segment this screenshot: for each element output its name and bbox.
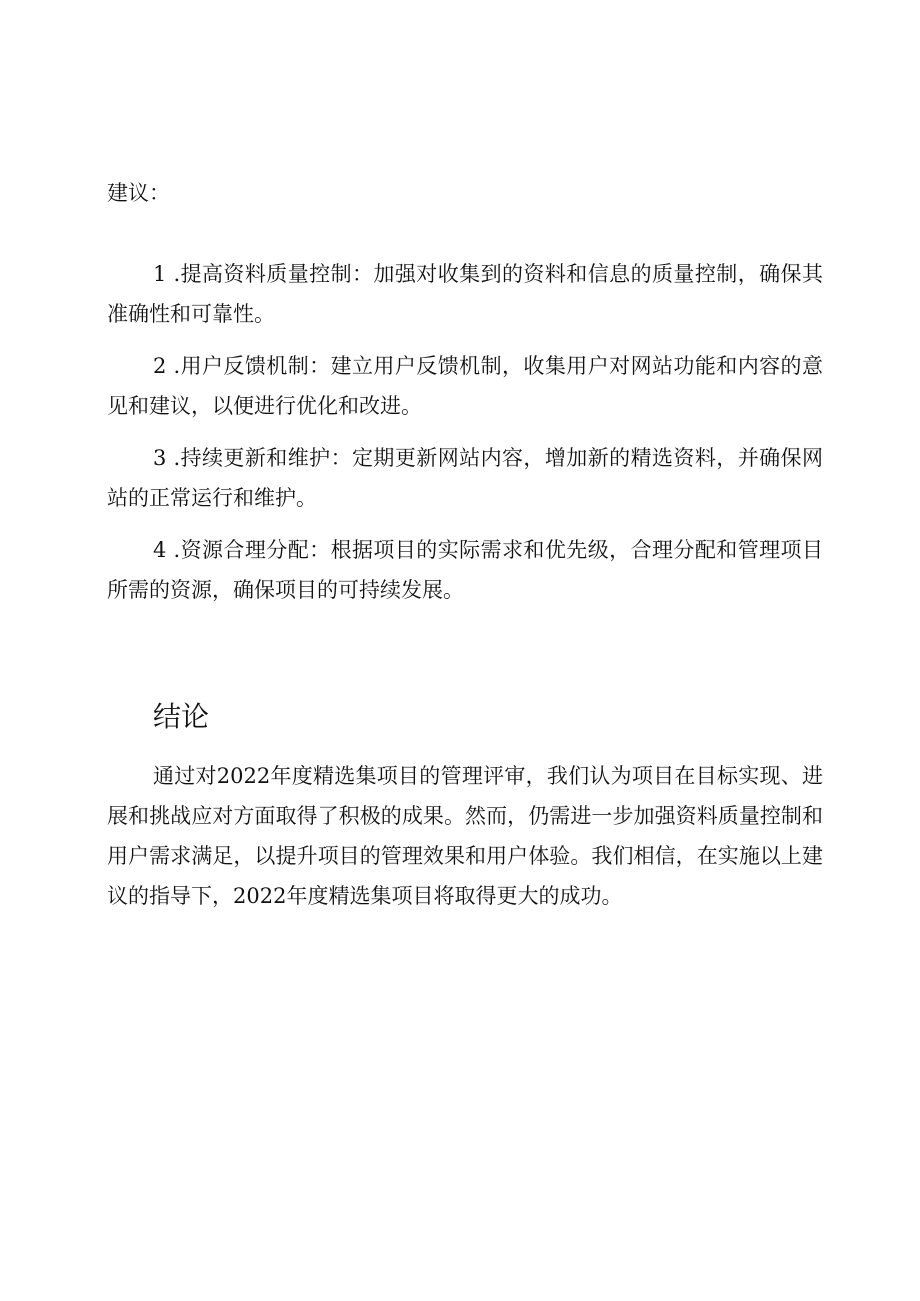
list-item-number: 2 xyxy=(153,354,167,378)
list-item-number: 3 xyxy=(153,446,167,470)
list-item xyxy=(107,346,823,426)
conclusion-heading: 结论 xyxy=(153,700,210,733)
list-item-text: .用户反馈机制：建立用户反馈机制，收集用户对网站功能和内容的意见和建议，以便进行优化和改进。 xyxy=(107,354,823,418)
list-item-text: .提高资料质量控制：加强对收集到的资料和信息的质量控制，确保其准确性和可靠性。 xyxy=(107,262,823,326)
suggestions-label: 建议： xyxy=(107,181,170,205)
suggestions-list xyxy=(107,254,823,622)
conclusion-paragraph: 通过对2022年度精选集项目的管理评审，我们认为项目在目标实现、进展和挑战应对方面取得了积极的成果。然而，仍需进一步加强资料质量控制和用户需求满足，以提升项目的管理效果和用户体验。我们相信，在实施以上建议的指导下，2022年度精选集项目将取得更大的成功。 xyxy=(107,764,823,908)
list-item xyxy=(107,530,823,610)
list-item xyxy=(107,438,823,518)
list-item-text: .持续更新和维护：定期更新网站内容，增加新的精选资料，并确保网站的正常运行和维护。 xyxy=(107,446,823,510)
list-item-number: 4 xyxy=(153,538,167,562)
list-item xyxy=(107,254,823,334)
list-item-text: .资源合理分配：根据项目的实际需求和优先级，合理分配和管理项目所需的资源，确保项目的可持续发展。 xyxy=(107,538,823,602)
list-item-number: 1 xyxy=(153,262,167,286)
